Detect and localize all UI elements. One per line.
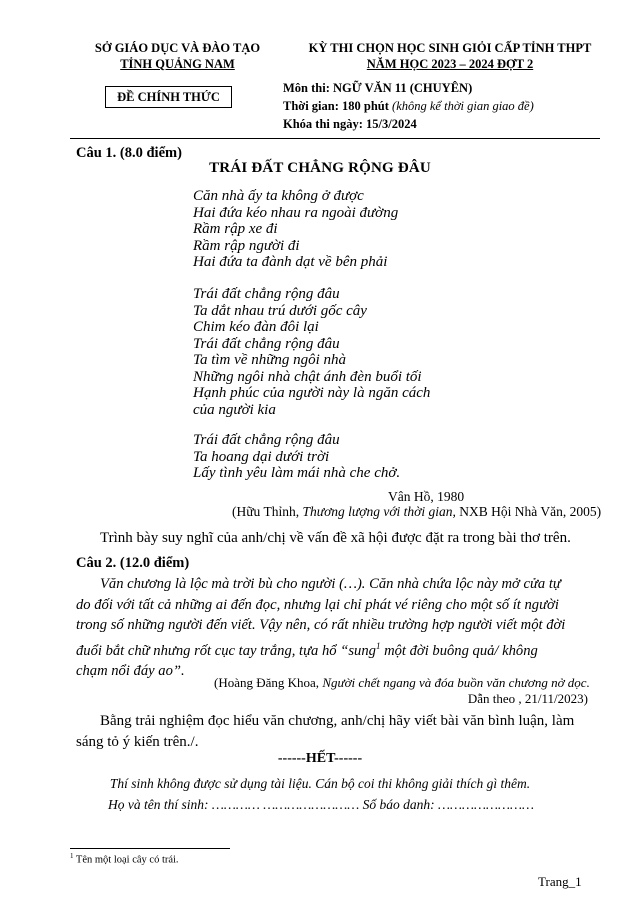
poem-stanza-1 [193, 188, 398, 271]
agency-line2: TỈNH QUẢNG NAM [120, 57, 235, 71]
exam-note: Thí sinh không được sử dụng tài liệu. Cán bộ coi thi không giải thích gì thêm. [109, 776, 531, 791]
exam-meta [283, 79, 534, 133]
exam-header [285, 40, 615, 72]
agency-line1: SỞ GIÁO DỤC VÀ ĐÀO TẠO [94, 41, 261, 55]
poem-line: Những ngôi nhà chật ánh đèn buổi tối [193, 368, 422, 385]
candidate-info-line: Họ và tên thí sinh: ………… …………………… Số báo danh: …………………… [108, 797, 535, 812]
poem-source: (Hữu Thỉnh, Thương lượng với thời gian, NXB Hội Nhà Văn, 2005) [232, 504, 602, 519]
agency-header [70, 40, 285, 72]
poem-line: Ta tìm về những ngôi nhà [193, 352, 347, 368]
page-number: Trang_1 [538, 874, 582, 889]
poem-line: Căn nhà ấy ta không ở được [193, 188, 364, 204]
exam-title-line1: KỲ THI CHỌN HỌC SINH GIỎI CẤP TỈNH THPT [308, 41, 592, 55]
poem-stanza-3 [193, 432, 400, 482]
footnote: $^1$ Tên một loại cây có trái. [70, 852, 179, 866]
question2-quote: Văn chương là lộc mà trời bù cho người (…). Căn nhà chứa lộc này mở cửa tự do đối với tất cả những ai đến đọc, nhưng lại chỉ phát vé riêng cho một số ít người trong số những người đến viết. Vậy nên, có rất nhiều trường hợp người viết một đời đuổi bắt chữ nhưng rốt cục tay trắng, tựa hổ “sung$^1$ một đời buông quả/ không chạm nổi đáy ao”. [76, 576, 566, 679]
poem-line: Trái đất chẳng rộng đâu [193, 286, 340, 302]
poem-line: Rầm rập người đi [193, 237, 300, 254]
poem-line: Rầm rập xe đi [193, 221, 278, 237]
poem-title: TRÁI ĐẤT CHẲNG RỘNG ĐÂU [209, 160, 431, 176]
official-badge: ĐỀ CHÍNH THỨC [105, 86, 232, 108]
question2-citation: (Hoàng Đăng Khoa, Người chết ngang và đóa buồn văn chương nở dọc. Dẫn theo , 21/11/2023) [214, 675, 590, 706]
question2-heading: Câu 2. (12.0 điểm) [76, 555, 190, 571]
poem-line: Hai đứa kéo nhau ra ngoài đường [193, 204, 399, 221]
exam-title-line2: NĂM HỌC 2023 – 2024 ĐỢT 2 [366, 57, 534, 71]
question2-prompt: Bằng trải nghiệm đọc hiểu văn chương, anh/chị hãy viết bài văn bình luận, làm sáng tỏ ý kiến trên./. [76, 713, 575, 750]
footnote-divider [70, 848, 230, 849]
poem-author-line: Vân Hồ, 1980 [388, 489, 465, 504]
header-divider [70, 138, 600, 139]
poem-line: Ta hoang dại dưới trời [193, 448, 330, 465]
poem-stanza-2 [193, 286, 430, 418]
poem-line: Lấy tình yêu làm mái nhà che chở. [193, 465, 401, 481]
question1-heading: Câu 1. (8.0 điểm) [76, 145, 182, 161]
end-mark: ------HẾT------ [277, 751, 363, 766]
question1-prompt: Trình bày suy nghĩ của anh/chị về vấn đề xã hội được đặt ra trong bài thơ trên. [100, 530, 571, 546]
date-line: Khóa thi ngày: 15/3/2024 [283, 117, 417, 131]
subject-line: Môn thi: NGỮ VĂN 11 (CHUYÊN) [283, 81, 473, 95]
poem-line: Ta dắt nhau trú dưới gốc cây [193, 302, 367, 319]
poem-line: của người kia [193, 401, 276, 418]
poem-line: Hạnh phúc của người này là ngăn cách [193, 385, 431, 401]
poem-line: Trái đất chẳng rộng đâu [193, 335, 340, 352]
poem-line: Trái đất chẳng rộng đâu [193, 432, 340, 448]
poem-line: Chim kéo đàn đôi lại [193, 319, 319, 335]
time-line: Thời gian: 180 phút (không kể thời gian giao đề) [283, 99, 534, 113]
poem-line: Hai đứa ta đành dạt về bên phải [193, 254, 388, 270]
footnote-ref[interactable]: 1 [375, 640, 381, 651]
